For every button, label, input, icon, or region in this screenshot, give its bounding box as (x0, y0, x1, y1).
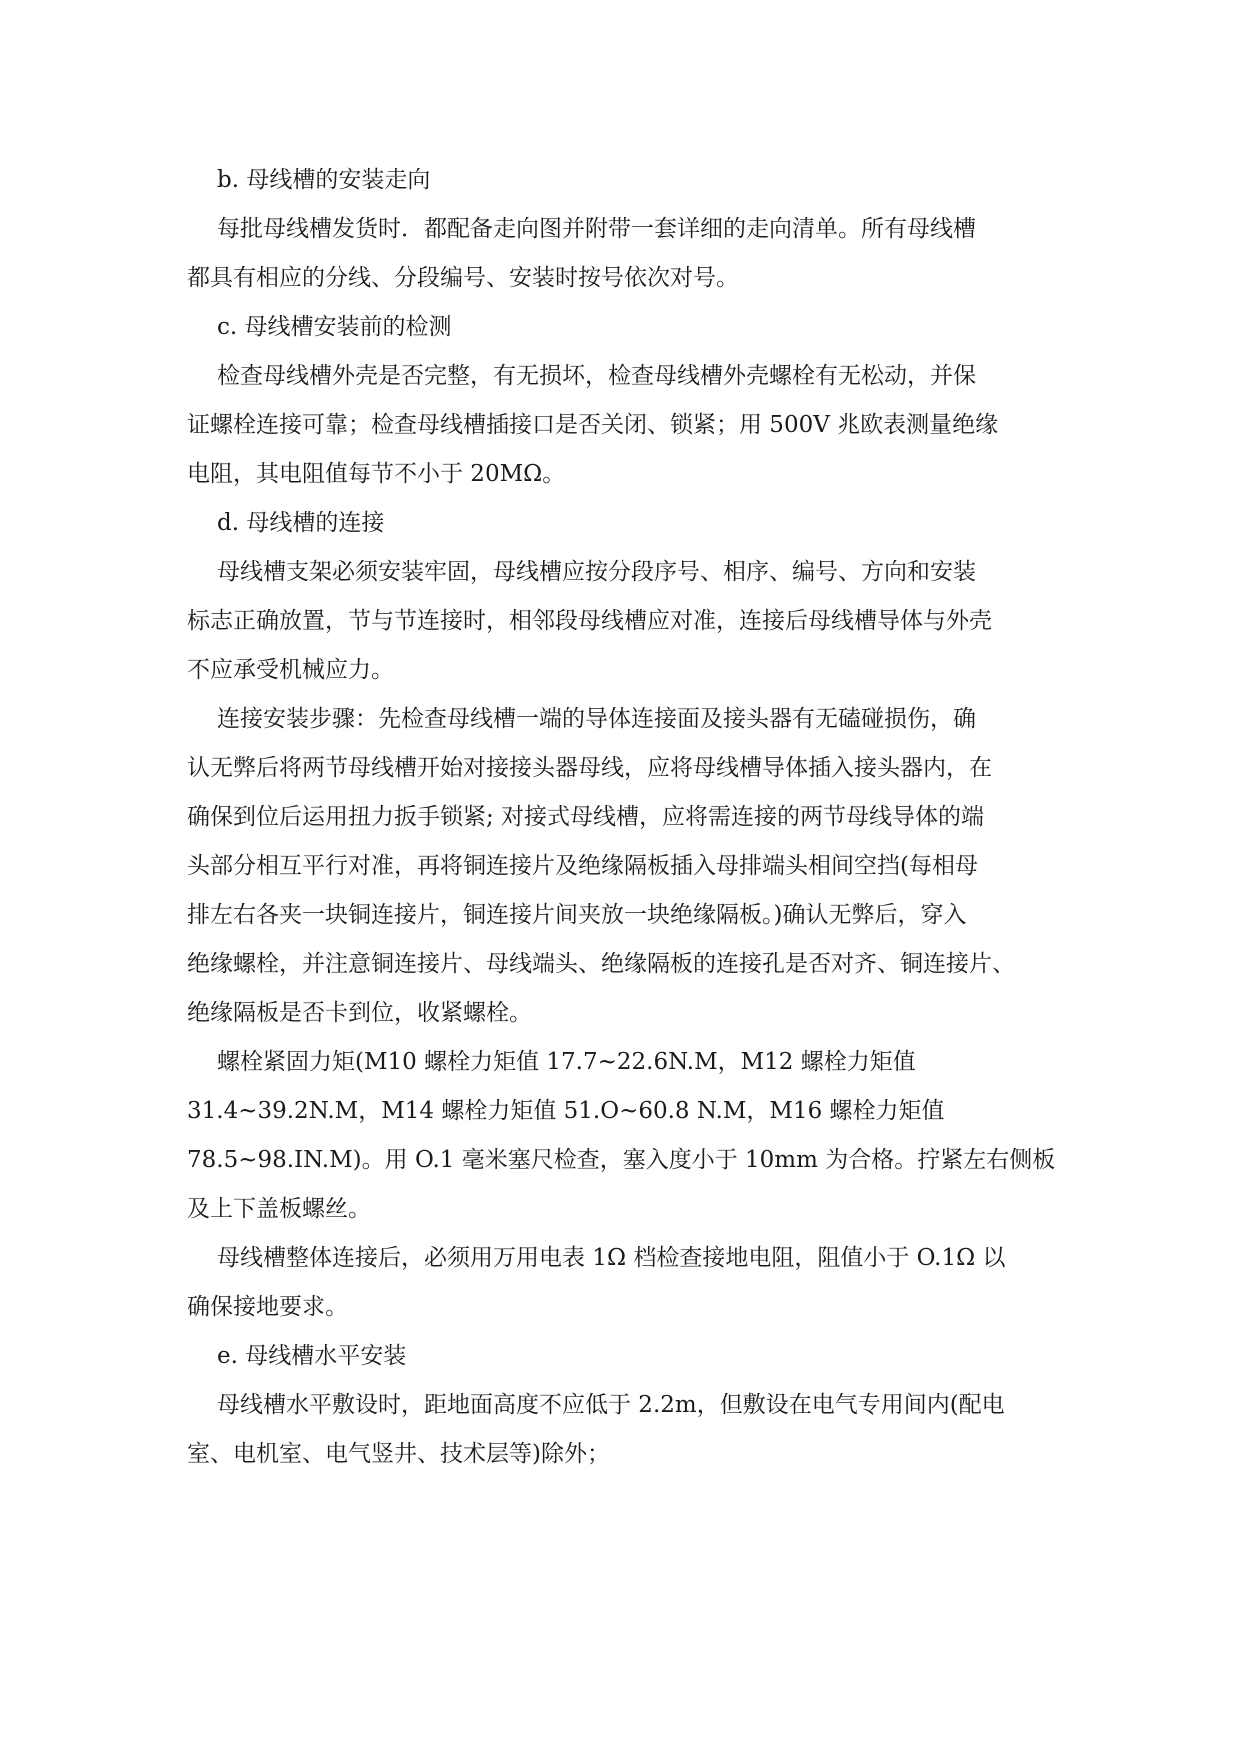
paragraph-line: 检查母线槽外壳是否完整，有无损坏，检查母线槽外壳螺栓有无松动，并保 (217, 363, 976, 389)
paragraph-line: 及上下盖板螺丝。 (187, 1196, 371, 1222)
paragraph-line: 认无弊后将两节母线槽开始对接接头器母线，应将母线槽导体插入接头器内，在 (187, 755, 992, 781)
document-body (187, 156, 1055, 1479)
paragraph-line: 每批母线槽发货时．都配备走向图并附带一套详细的走向清单。所有母线槽 (217, 216, 976, 242)
section-heading-c: c. 母线槽安装前的检测 (217, 314, 452, 340)
paragraph-line: 确保到位后运用扭力扳手锁紧; 对接式母线槽，应将需连接的两节母线导体的端 (187, 804, 985, 830)
paragraph-line: 不应承受机械应力。 (187, 657, 394, 683)
paragraph-line: 绝缘隔板是否卡到位，收紧螺栓。 (187, 1000, 532, 1026)
paragraph-line: 连接安装步骤：先检查母线槽一端的导体连接面及接头器有无磕碰损伤，确 (217, 706, 976, 732)
paragraph-line: 母线槽水平敷设时，距地面高度不应低于 2.2m，但敷设在电气专用间内(配电 (217, 1392, 1005, 1418)
paragraph-line: 母线槽整体连接后，必须用万用电表 1Ω 档检查接地电阻，阻值小于 O.1Ω 以 (217, 1245, 1006, 1271)
paragraph-line: 螺栓紧固力矩(M10 螺栓力矩值 17.7~22.6N.M，M12 螺栓力矩值 (217, 1049, 916, 1075)
paragraph-line: 室、电机室、电气竖井、技术层等)除外； (187, 1441, 610, 1467)
paragraph-line: 绝缘螺栓，并注意铜连接片、母线端头、绝缘隔板的连接孔是否对齐、铜连接片、 (187, 951, 1015, 977)
paragraph-line: 头部分相互平行对准，再将铜连接片及绝缘隔板插入母排端头相间空挡(每相母 (187, 853, 978, 879)
paragraph-line: 78.5~98.IN.M)。用 O.1 毫米塞尺检查，塞入度小于 10mm 为合格。拧紧左右侧板 (187, 1147, 1055, 1173)
paragraph-line: 标志正确放置，节与节连接时，相邻段母线槽应对准，连接后母线槽导体与外壳 (187, 608, 992, 634)
paragraph-line: 母线槽支架必须安装牢固，母线槽应按分段序号、相序、编号、方向和安装 (217, 559, 976, 585)
paragraph-line: 确保接地要求。 (187, 1294, 348, 1320)
section-heading-b: b. 母线槽的安装走向 (217, 167, 431, 193)
paragraph-line: 证螺栓连接可靠；检查母线槽插接口是否关闭、锁紧；用 500V 兆欧表测量绝缘 (187, 412, 999, 438)
paragraph-line: 排左右各夹一块铜连接片，铜连接片间夹放一块绝缘隔板。)确认无弊后，穿入 (187, 902, 967, 928)
paragraph-line: 都具有相应的分线、分段编号、安装时按号依次对号。 (187, 265, 739, 291)
section-heading-e: e. 母线槽水平安装 (217, 1343, 407, 1369)
section-heading-d: d. 母线槽的连接 (217, 510, 385, 536)
paragraph-line: 电阻，其电阻值每节不小于 20MΩ。 (187, 461, 566, 487)
paragraph-line: 31.4~39.2N.M，M14 螺栓力矩值 51.O~60.8 N.M，M16 螺栓力矩值 (187, 1098, 945, 1124)
